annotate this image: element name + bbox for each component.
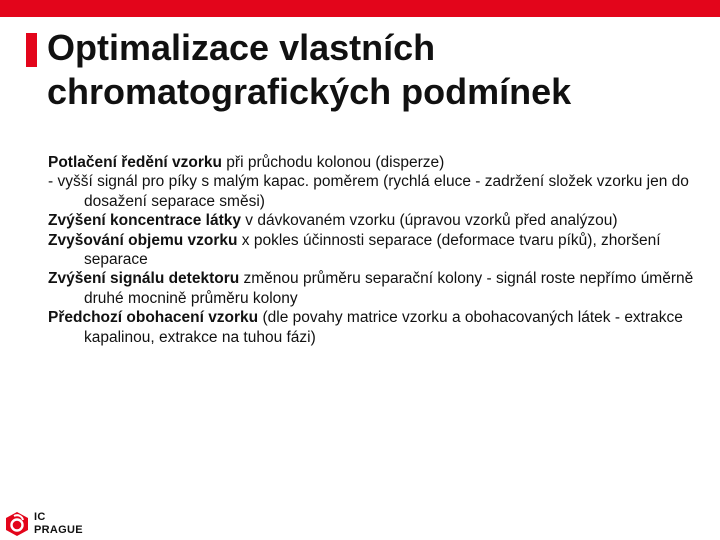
title-line-2: chromatografických podmínek (47, 71, 572, 112)
paragraph-text: (dle povahy matrice vzorku a obohacovaných látek - extrakce kapalinou, extrakce na tuhou fázi) (84, 309, 683, 346)
paragraph (48, 231, 708, 270)
paragraph-bold-lead: Potlačení ředění vzorku (48, 154, 222, 171)
paragraph (48, 211, 708, 230)
paragraph-bold-lead: Zvyšování objemu vzorku (48, 231, 238, 249)
title-line-1: Optimalizace vlastních (47, 27, 436, 68)
paragraph-text: v dávkovaném vzorku (úpravou vzorků před analýzou) (241, 212, 618, 230)
ic-prague-logo-icon (4, 510, 30, 538)
slide-title (47, 26, 697, 114)
paragraph-bold-lead: Zvýšení signálu detektoru (48, 270, 240, 288)
paragraph (48, 153, 708, 172)
paragraph-text: při průchodu kolonou (disperze) (222, 154, 445, 171)
paragraph (48, 308, 708, 347)
paragraph-bold-lead: Zvýšení koncentrace látky (48, 212, 241, 230)
paragraph-text: - vyšší signál pro píky s malým kapac. poměrem (rychlá eluce - zadržení složek vzorku jen do dosažení separace směsi) (48, 173, 689, 210)
paragraph (48, 269, 708, 308)
title-accent-mark (26, 33, 37, 67)
slide-body (48, 153, 708, 347)
logo-line-2: PRAGUE (34, 524, 83, 536)
paragraph-text: x pokles účinnosti separace (deformace tvaru píků), zhoršení separace (84, 231, 661, 269)
paragraph (48, 172, 708, 211)
ic-prague-logo (4, 508, 94, 538)
paragraph-text: změnou průměru separační kolony - signál roste nepřímo úměrně druhé mocnině průměru kolony (84, 270, 694, 307)
top-accent-bar (0, 0, 720, 17)
paragraph-bold-lead: Předchozí obohacení vzorku (48, 309, 259, 327)
logo-text (34, 511, 83, 537)
logo-line-1: IC (34, 511, 46, 523)
